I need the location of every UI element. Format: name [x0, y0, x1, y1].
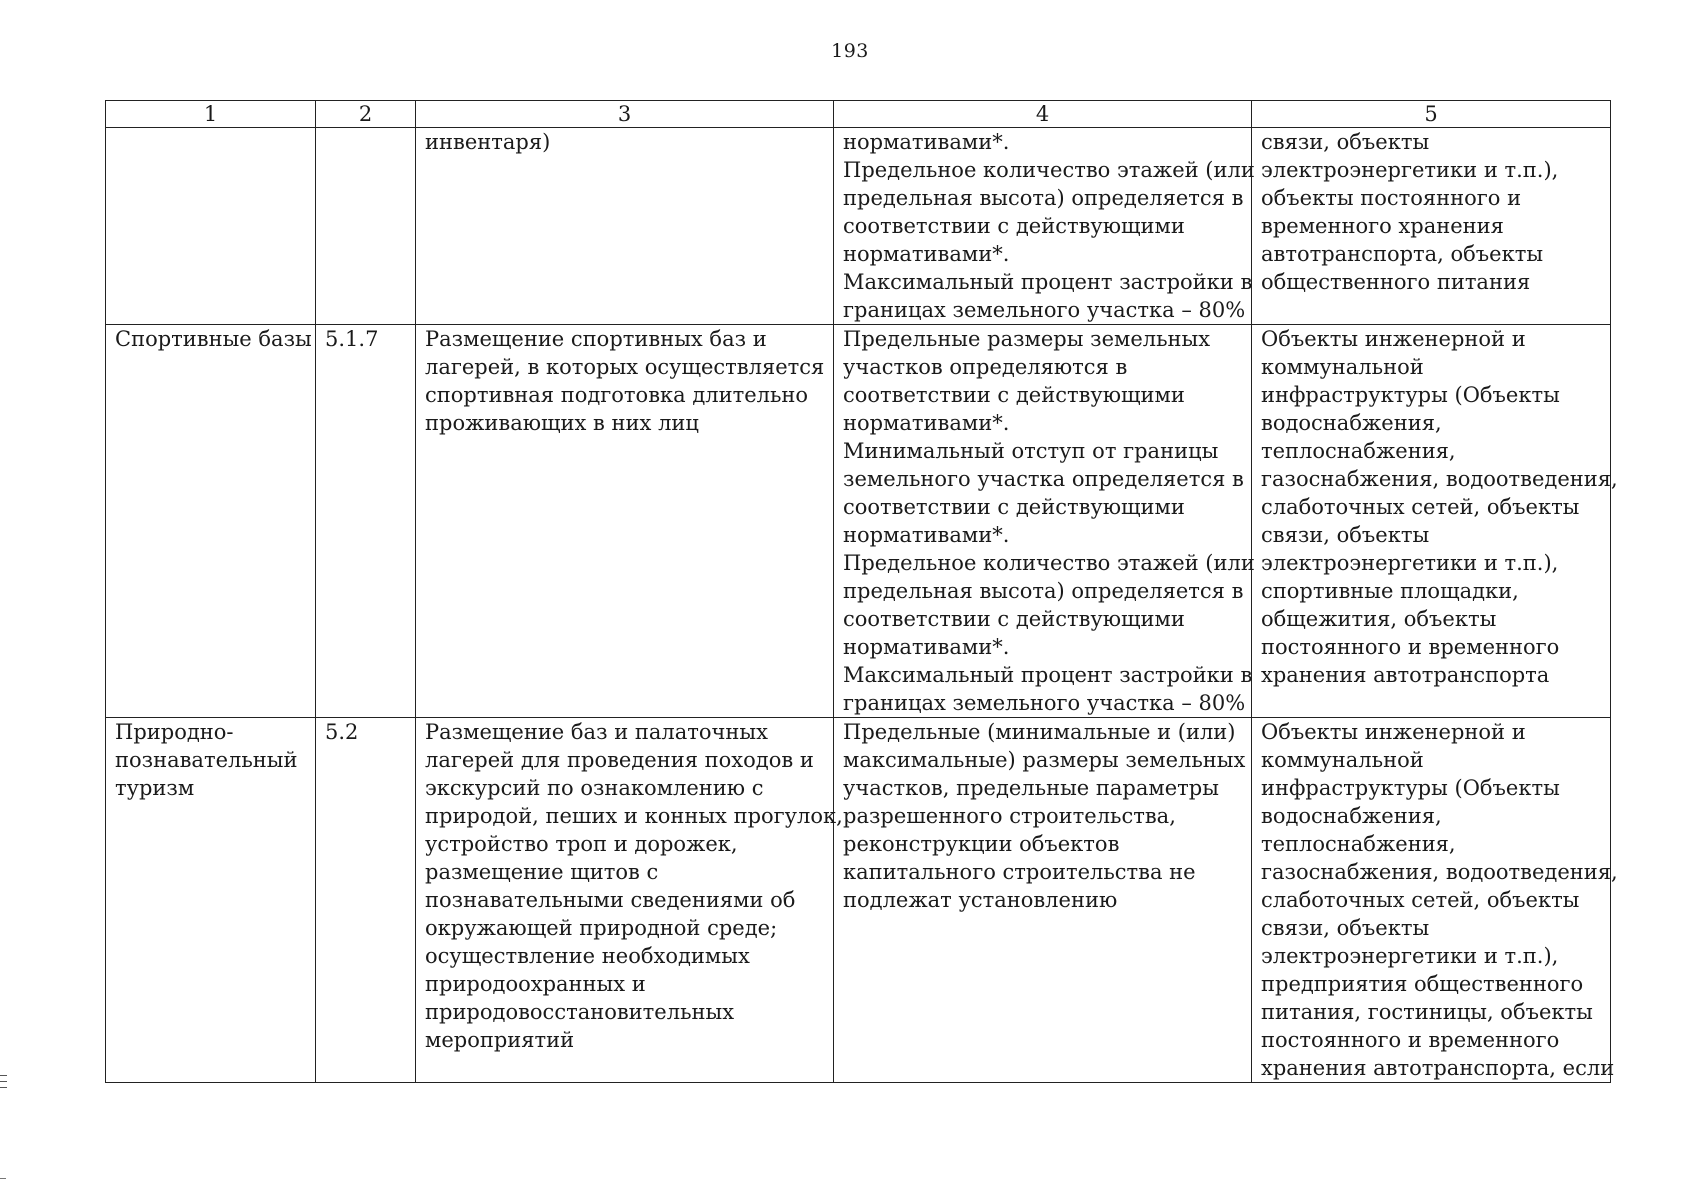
- text-line: соответствии с действующими: [843, 495, 1185, 519]
- text-line: коммунальной: [1261, 748, 1424, 772]
- text-line: окружающей природной среде;: [425, 916, 778, 940]
- text-line: временного хранения: [1261, 214, 1504, 238]
- text-line: нормативами*.: [843, 242, 1010, 266]
- text-line: инвентаря): [425, 130, 551, 154]
- text-line: границах земельного участка – 80%: [843, 298, 1246, 322]
- text-line: Спортивные базы: [115, 327, 312, 351]
- cell-description: [416, 128, 834, 325]
- column-header: 1: [106, 101, 316, 128]
- text-line: реконструкции объектов: [843, 832, 1120, 856]
- text-line: нормативами*.: [843, 635, 1010, 659]
- text-line: лагерей для проведения походов и: [425, 748, 814, 772]
- scan-margin-marks: [0, 1075, 8, 1093]
- text-line: познавательный: [115, 748, 298, 772]
- text-line: природоохранных и: [425, 972, 646, 996]
- text-line: нормативами*.: [843, 411, 1010, 435]
- cell-code: [316, 128, 416, 325]
- text-line: теплоснабжения,: [1261, 439, 1456, 463]
- text-line: капитального строительства не: [843, 860, 1196, 884]
- zoning-table: [105, 100, 1618, 1083]
- text-line: предельная высота) определяется в: [843, 186, 1244, 210]
- text-line: осуществление необходимых: [425, 944, 750, 968]
- text-line: связи, объекты: [1261, 523, 1430, 547]
- text-line: Максимальный процент застройки в: [843, 663, 1253, 687]
- text-line: 5.1.7: [325, 327, 379, 351]
- text-line: Предельное количество этажей (или: [843, 158, 1255, 182]
- column-header: 3: [416, 101, 834, 128]
- cell-auxiliary-objects: [1252, 128, 1611, 325]
- text-line: питания, гостиницы, объекты: [1261, 1000, 1593, 1024]
- cell-parameters: [834, 128, 1255, 325]
- text-line: соответствии с действующими: [843, 383, 1185, 407]
- text-line: разрешенного строительства,: [843, 804, 1176, 828]
- text-line: постоянного и временного: [1261, 635, 1560, 659]
- scan-margin-tick: [0, 1178, 6, 1179]
- text-line: Объекты инженерной и: [1261, 327, 1526, 351]
- text-line: Размещение спортивных баз и: [425, 327, 767, 351]
- cell-land-use-name: [106, 718, 316, 1083]
- text-line: общежития, объекты: [1261, 607, 1497, 631]
- text-line: инфраструктуры (Объекты: [1261, 383, 1560, 407]
- page-number: 193: [831, 40, 869, 62]
- text-line: природовосстановительных: [425, 1000, 735, 1024]
- cell-description: [416, 325, 834, 718]
- text-line: связи, объекты: [1261, 916, 1430, 940]
- text-line: общественного питания: [1261, 270, 1531, 294]
- text-line: электроэнергетики и т.п.),: [1261, 158, 1559, 182]
- text-line: электроэнергетики и т.п.),: [1261, 551, 1559, 575]
- text-line: коммунальной: [1261, 355, 1424, 379]
- text-line: постоянного и временного: [1261, 1028, 1560, 1052]
- text-line: автотранспорта, объекты: [1261, 242, 1544, 266]
- text-line: нормативами*.: [843, 523, 1010, 547]
- column-header: 2: [316, 101, 416, 128]
- text-line: 5.2: [325, 720, 359, 744]
- text-line: Минимальный отступ от границы: [843, 439, 1219, 463]
- text-line: теплоснабжения,: [1261, 832, 1456, 856]
- text-line: Максимальный процент застройки в: [843, 270, 1253, 294]
- cell-parameters: [834, 718, 1252, 1083]
- cell-land-use-name: [106, 128, 316, 325]
- cell-auxiliary-objects: [1252, 718, 1618, 1083]
- text-line: Природно-: [115, 720, 234, 744]
- table-row: [106, 325, 1611, 718]
- table-row: [106, 128, 1611, 325]
- text-line: Размещение баз и палаточных: [425, 720, 768, 744]
- text-line: слаботочных сетей, объекты: [1261, 888, 1580, 912]
- text-line: подлежат установлению: [843, 888, 1118, 912]
- text-line: познавательными сведениями об: [425, 888, 796, 912]
- text-line: связи, объекты: [1261, 130, 1430, 154]
- text-line: спортивная подготовка длительно: [425, 383, 809, 407]
- text-line: проживающих в них лиц: [425, 411, 699, 435]
- text-line: газоснабжения, водоотведения,: [1261, 860, 1618, 884]
- text-line: участков, предельные параметры: [843, 776, 1219, 800]
- text-line: земельного участка определяется в: [843, 467, 1244, 491]
- cell-land-use-name: [106, 325, 316, 718]
- text-line: лагерей, в которых осуществляется: [425, 355, 825, 379]
- text-line: соответствии с действующими: [843, 607, 1185, 631]
- text-line: нормативами*.: [843, 130, 1010, 154]
- text-line: водоснабжения,: [1261, 804, 1442, 828]
- text-line: электроэнергетики и т.п.),: [1261, 944, 1559, 968]
- text-line: максимальные) размеры земельных: [843, 748, 1246, 772]
- text-line: хранения автотранспорта: [1261, 663, 1550, 687]
- text-line: устройство троп и дорожек,: [425, 832, 738, 856]
- cell-parameters: [834, 325, 1255, 718]
- text-line: спортивные площадки,: [1261, 579, 1519, 603]
- text-line: размещение щитов с: [425, 860, 659, 884]
- cell-auxiliary-objects: [1252, 325, 1618, 718]
- text-line: инфраструктуры (Объекты: [1261, 776, 1560, 800]
- text-line: водоснабжения,: [1261, 411, 1442, 435]
- text-line: хранения автотранспорта, если: [1261, 1056, 1615, 1080]
- text-line: туризм: [115, 776, 195, 800]
- text-line: предельная высота) определяется в: [843, 579, 1244, 603]
- table-row: [106, 718, 1611, 1083]
- cell-code: [316, 325, 416, 718]
- text-line: Предельное количество этажей (или: [843, 551, 1255, 575]
- cell-code: [316, 718, 416, 1083]
- text-line: участков определяются в: [843, 355, 1128, 379]
- column-header: 5: [1252, 101, 1611, 128]
- text-line: природой, пеших и конных прогулок,: [425, 804, 843, 828]
- text-line: газоснабжения, водоотведения,: [1261, 467, 1618, 491]
- text-line: слаботочных сетей, объекты: [1261, 495, 1580, 519]
- header-row: [106, 101, 1611, 128]
- text-line: Предельные размеры земельных: [843, 327, 1211, 351]
- text-line: мероприятий: [425, 1028, 575, 1052]
- text-line: Предельные (минимальные и (или): [843, 720, 1236, 744]
- column-header: 4: [834, 101, 1252, 128]
- cell-description: [416, 718, 843, 1083]
- text-line: объекты постоянного и: [1261, 186, 1522, 210]
- text-line: предприятия общественного: [1261, 972, 1584, 996]
- text-line: соответствии с действующими: [843, 214, 1185, 238]
- text-line: границах земельного участка – 80%: [843, 691, 1246, 715]
- text-line: Объекты инженерной и: [1261, 720, 1526, 744]
- text-line: экскурсий по ознакомлению с: [425, 776, 764, 800]
